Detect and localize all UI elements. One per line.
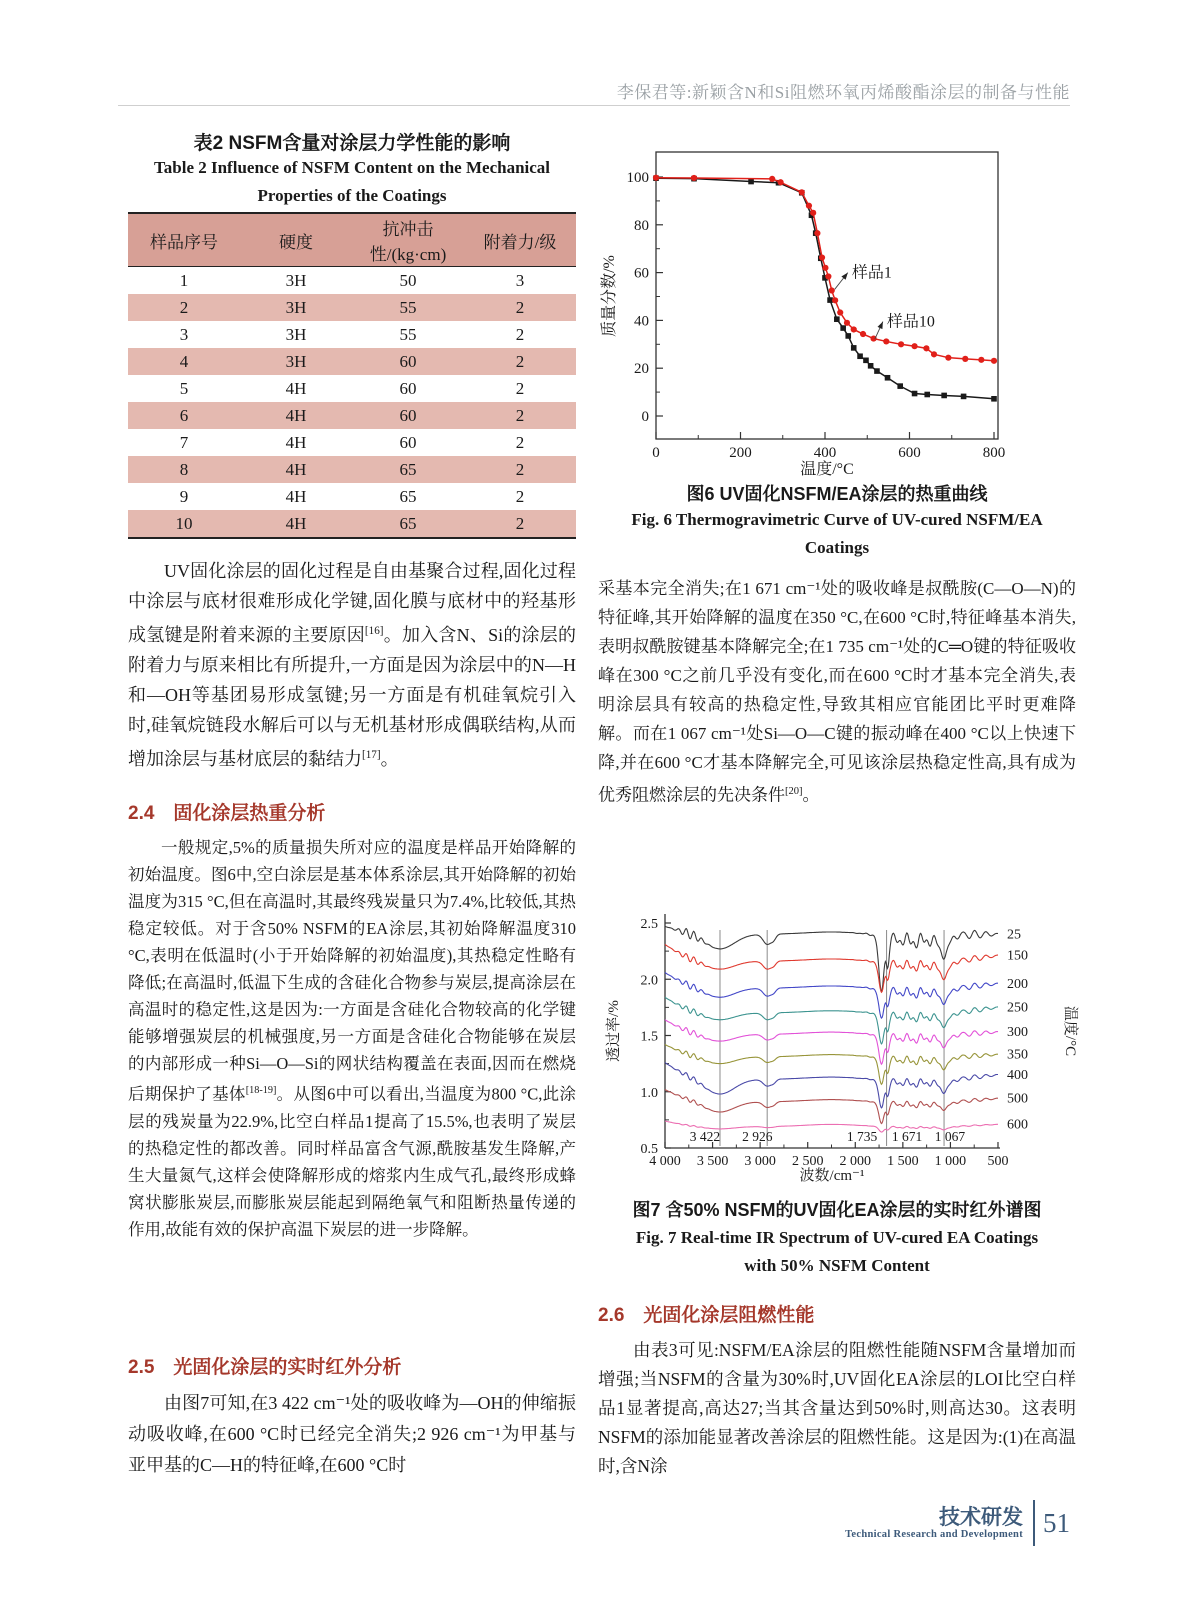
table-cell: 2 [515, 432, 525, 452]
svg-text:250: 250 [1007, 1000, 1028, 1016]
svg-text:3 500: 3 500 [696, 1154, 729, 1169]
table-row [128, 402, 576, 429]
header-rule [118, 105, 1070, 106]
table-cell: 4 [179, 351, 189, 371]
footer-divider [1033, 1500, 1035, 1546]
table-cell: 2 [179, 297, 189, 317]
svg-text:2.0: 2.0 [640, 973, 658, 989]
heading-2-5: 2.5 光固化涂层的实时红外分析 [128, 1357, 402, 1378]
svg-text:0: 0 [652, 445, 660, 461]
table-cell: 4H [285, 432, 307, 452]
table-cell: 4H [285, 378, 307, 398]
svg-text:600: 600 [1007, 1117, 1028, 1133]
paragraph-ir-left: 由图7可知,在3 422 cm⁻¹处的吸收峰为—OH的伸缩振动吸收峰,在600 °C时已经完全消失;2 926 cm⁻¹为甲基与亚甲基的C—H的特征峰,在600 °C时 [128, 1393, 576, 1475]
table-cell: 10 [175, 513, 193, 533]
table-row [128, 510, 576, 538]
svg-text:200: 200 [729, 445, 752, 461]
fig7-caption-zh: 图7 含50% NSFM的UV固化EA涂层的实时红外谱图 [632, 1200, 1042, 1220]
svg-text:样品1: 样品1 [851, 264, 892, 282]
svg-text:500: 500 [987, 1154, 1009, 1169]
svg-text:温度/°C: 温度/°C [1062, 1005, 1078, 1057]
svg-text:20: 20 [634, 361, 649, 378]
table-cell: 2 [515, 486, 525, 506]
table-cell: 2 [515, 459, 525, 479]
table-cell: 1 [179, 270, 189, 290]
table2-title-en1: Table 2 Influence of NSFM Content on the Mechanical [153, 158, 551, 177]
svg-text:1.0: 1.0 [640, 1085, 658, 1101]
table-cell: 50 [399, 270, 417, 290]
table-cell: 3H [285, 270, 307, 290]
table-cell: 60 [399, 378, 417, 398]
svg-text:500: 500 [1007, 1091, 1028, 1107]
table-cell: 55 [399, 324, 417, 344]
table-cell: 2 [515, 513, 525, 533]
svg-text:400: 400 [813, 445, 837, 461]
svg-text:1 735: 1 735 [846, 1129, 878, 1144]
svg-text:25: 25 [1007, 927, 1021, 943]
fig7-ir-chart [598, 868, 1087, 1182]
svg-text:0: 0 [641, 409, 649, 425]
svg-text:100: 100 [626, 170, 649, 186]
table-row [128, 267, 576, 295]
column-header: 硬度 [240, 213, 352, 267]
column-header: 样品序号 [128, 213, 240, 267]
table-cell: 3H [285, 297, 307, 317]
svg-text:1 000: 1 000 [934, 1154, 967, 1169]
heading-2-6: 2.6 光固化涂层阻燃性能 [598, 1305, 815, 1326]
table2-mechanical-properties [128, 212, 576, 539]
table-cell: 6 [179, 405, 189, 425]
table-cell: 2 [515, 297, 525, 317]
table-cell: 2 [515, 378, 525, 398]
svg-text:1 671: 1 671 [891, 1129, 923, 1144]
svg-text:350: 350 [1007, 1047, 1028, 1063]
svg-text:0.5: 0.5 [640, 1142, 658, 1157]
svg-text:40: 40 [634, 313, 649, 330]
page-footer [845, 1500, 1070, 1546]
svg-text:80: 80 [634, 217, 649, 234]
paragraph-adhesion: UV固化涂层的固化过程是自由基聚合过程,固化过程中涂层与底材很难形成化学键,固化膜与底材中的羟基形成氢键是附着来源的主要原因[16]。加入含N、Si的涂层的附着力与原来相比有所提升,一方面是因为涂层中的N—H和—OH等基团易形成氢键;另一方面是有机硅氧烷引入时,硅氧烷链段水解后可以与无机基材形成偶联结构,从而增加涂层与基材底层的黏结力[17]。 [128, 561, 576, 769]
table-cell: 3H [285, 351, 307, 371]
table-cell: 3 [515, 270, 525, 290]
fig6-tga-chart [598, 142, 1076, 476]
table-row [128, 294, 576, 321]
table-cell: 4H [285, 405, 307, 425]
paragraph-loi: 由表3可见:NSFM/EA涂层的阻燃性能随NSFM含量增加而增强;当NSFM的含量为30%时,UV固化EA涂层的LOI比空白样品1显著提高,高达27;当其含量达到50%时,则高达30。这表明NSFM的添加能显著改善涂层的阻燃性能。这是因为:(1)在高温时,含N涂 [598, 1340, 1076, 1476]
svg-text:150: 150 [1007, 948, 1028, 964]
table-cell: 5 [179, 378, 189, 398]
paragraph-ir-right: 采基本完全消失;在1 671 cm⁻¹处的吸收峰是叔酰胺(C—O—N)的特征峰,其开始降解的温度在350 °C,在600 °C时,特征峰基本消失,表明叔酰胺键基本降解完全;在1 735 cm⁻¹处的C═O键的特征吸收峰在300 °C之前几乎没有变化,而在600 °C时才基本完全消失,表明涂层具有较高的热稳定性,导致其相应官能团比平时更难降解。而在1 067 cm⁻¹处Si—O—C键的振动峰在400 °C以上快速下降,并在600 °C才基本降解完全,可见该涂层热稳定性高,具有成为优秀阻燃涂层的先决条件[20]。 [598, 579, 1076, 805]
svg-text:透过率/%: 透过率/% [606, 1000, 622, 1062]
page-number: 51 [1043, 1507, 1070, 1538]
svg-text:3 422: 3 422 [689, 1129, 721, 1144]
svg-text:400: 400 [1007, 1067, 1028, 1083]
table-cell: 2 [515, 351, 525, 371]
svg-text:800: 800 [982, 445, 1006, 461]
svg-text:温度/°C: 温度/°C [800, 461, 854, 476]
footer-section-zh: 技术研发 [939, 1505, 1023, 1529]
fig7-caption-en1: Fig. 7 Real-time IR Spectrum of UV-cured EA Coatings [635, 1228, 1039, 1247]
table-cell: 9 [179, 486, 189, 506]
column-header: 附着力/级 [464, 213, 576, 267]
table-cell: 3 [179, 324, 189, 344]
table-cell: 4H [285, 513, 307, 533]
table-cell: 65 [399, 486, 417, 506]
fig6-caption-en2: Coatings [804, 538, 870, 557]
table-cell: 4H [285, 459, 307, 479]
table-cell: 65 [399, 513, 417, 533]
svg-text:2 500: 2 500 [791, 1154, 824, 1169]
table-row [128, 321, 576, 348]
paragraph-tga: 一般规定,5%的质量损失所对应的温度是样品开始降解的初始温度。图6中,空白涂层是基本体系涂层,其开始降解的初始温度为315 °C,但在高温时,其最终残炭量只为7.4%,比较低,其热稳定较低。对于含50% NSFM的EA涂层,其初始降解温度310 °C,表明在低温时(小于开始降解的初始温度),其热稳定性略有降低;在高温时,低温下生成的含硅化合物参与炭层,提高涂层在高温时的稳定性,这是因为:一方面是含硅化合物较高的化学键能够增强炭层的机械强度,另一方面是含硅化合物能够在炭层的内部形成一种Si—O—Si的网状结构覆盖在表面,因而在燃烧后期保护了基体[18-19]。从图6中可以看出,当温度为800 °C,此涂层的残炭量为22.9%,比空白样品1提高了15.5%,也表明了炭层的热稳定性的都改善。同时样品富含气源,酰胺基发生降解,产生大量氮气,这样会使降解形成的熔浆内生成气孔,最终形成蜂窝状膨胀炭层,而膨胀炭层能起到隔绝氧气和阻断热量传递的作用,故能有效的保护高温下炭层的进一步降解。 [128, 838, 576, 1239]
svg-text:600: 600 [898, 445, 921, 461]
table-cell: 7 [179, 432, 189, 452]
svg-text:1 500: 1 500 [887, 1154, 919, 1169]
table-row [128, 483, 576, 510]
table-cell: 60 [399, 405, 417, 425]
table-row [128, 375, 576, 402]
svg-text:60: 60 [634, 265, 649, 282]
svg-text:2.5: 2.5 [640, 917, 658, 932]
column-header: 抗冲击性/(kg·cm) [352, 213, 464, 267]
table2-title-zh: 表2 NSFM含量对涂层力学性能的影响 [193, 133, 511, 154]
running-header: 李保君等:新颖含N和Si阻燃环氧丙烯酸酯涂层的制备与性能 [616, 83, 1070, 102]
svg-text:质量分数/%: 质量分数/% [601, 255, 618, 337]
table-cell: 8 [179, 459, 189, 479]
table-row [128, 429, 576, 456]
svg-text:2 000: 2 000 [839, 1154, 872, 1169]
fig6-caption-en1: Fig. 6 Thermogravimetric Curve of UV-cured NSFM/EA [631, 510, 1043, 529]
svg-text:1.5: 1.5 [640, 1029, 658, 1045]
svg-text:1 067: 1 067 [934, 1129, 966, 1144]
table-cell: 3H [285, 324, 307, 344]
heading-2-4: 2.4 固化涂层热重分析 [128, 803, 326, 824]
svg-text:200: 200 [1007, 976, 1028, 992]
table-cell: 55 [399, 297, 417, 317]
svg-text:样品10: 样品10 [886, 313, 935, 331]
table2-title-en2: Properties of the Coatings [257, 186, 447, 205]
svg-text:4 000: 4 000 [649, 1154, 681, 1169]
fig6-caption-zh: 图6 UV固化NSFM/EA涂层的热重曲线 [686, 484, 988, 504]
table-cell: 4H [285, 486, 307, 506]
table-row [128, 456, 576, 483]
fig7-caption-en2: with 50% NSFM Content [744, 1256, 930, 1275]
table-cell: 60 [399, 351, 417, 371]
svg-text:3 000: 3 000 [744, 1154, 776, 1169]
table-row [128, 348, 576, 375]
svg-text:2 926: 2 926 [742, 1129, 773, 1144]
table-cell: 2 [515, 324, 525, 344]
table-cell: 65 [399, 459, 417, 479]
footer-section-en: Technical Research and Development [845, 1528, 1023, 1540]
svg-text:波数/cm⁻¹: 波数/cm⁻¹ [799, 1168, 865, 1182]
svg-text:300: 300 [1007, 1025, 1028, 1041]
table-cell: 60 [399, 432, 417, 452]
table-cell: 2 [515, 405, 525, 425]
table-header-row [128, 213, 576, 267]
